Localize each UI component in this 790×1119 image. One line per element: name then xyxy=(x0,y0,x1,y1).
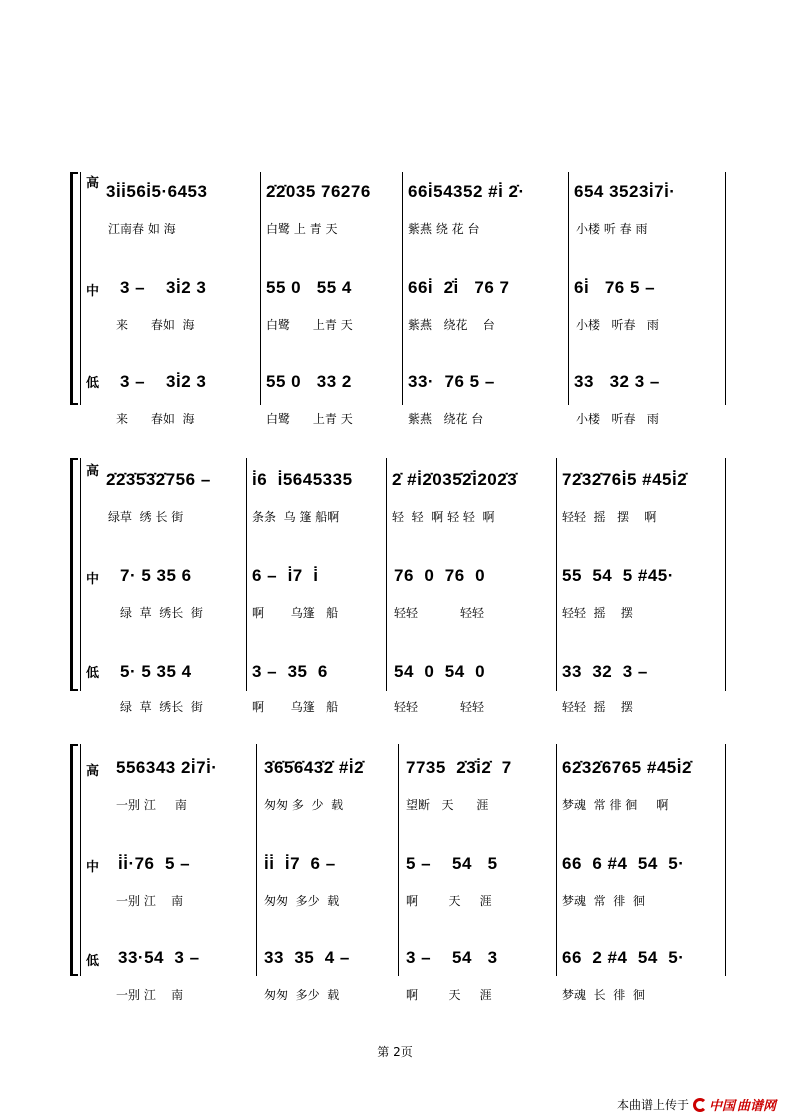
barline-end xyxy=(725,458,726,691)
barline xyxy=(402,172,403,405)
lyrics: 啊 乌篷 船 xyxy=(252,700,339,714)
notes: 6 – i̇7 i̇ xyxy=(252,566,319,585)
notes: 33· 76 5 – xyxy=(408,372,495,391)
lyrics: 梦魂 常 徘 徊 xyxy=(562,894,645,908)
lyrics: 一别 江 南 xyxy=(116,988,184,1002)
notes: i̇6 i̇5645335 xyxy=(252,470,353,489)
system-barline-start xyxy=(80,458,81,691)
notes: 3 – 3i̇2 3 xyxy=(120,372,207,391)
footer xyxy=(617,1095,776,1114)
notes: 2̇ #i̇2̇035̇2̇i̇202̇3̇ xyxy=(392,470,518,489)
part-label-soprano: 高 xyxy=(86,176,100,191)
notes: 556343 2i̇7i̇· xyxy=(116,758,218,777)
notes: 55 0 55 4 xyxy=(266,278,352,297)
notes: 33 32 3 – xyxy=(574,372,660,391)
lyrics: 啊 乌篷 船 xyxy=(252,606,339,620)
lyrics: 来 春如 海 xyxy=(116,412,195,426)
barline xyxy=(256,744,257,976)
part-label-bass: 低 xyxy=(86,666,100,681)
lyrics: 望断 天 涯 xyxy=(406,798,489,812)
barline xyxy=(556,458,557,691)
lyrics: 匆匆 多 少 载 xyxy=(264,798,344,812)
lyrics: 轻轻 摇 摆 xyxy=(562,606,633,620)
lyrics: 江南春 如 海 xyxy=(108,222,176,236)
notes: 3 – 54 3 xyxy=(406,948,498,967)
notes: 66 2 #4 54 5· xyxy=(562,948,685,967)
part-label-soprano: 高 xyxy=(86,464,100,479)
lyrics: 匆匆 多少 载 xyxy=(264,988,340,1002)
lyrics: 匆匆 多少 载 xyxy=(264,894,340,908)
barline-end xyxy=(725,744,726,976)
lyrics: 紫燕 绕 花 台 xyxy=(408,222,480,236)
lyrics: 梦魂 长 徘 徊 xyxy=(562,988,645,1002)
lyrics: 白鹭 上青 天 xyxy=(266,412,353,426)
lyrics: 啊 天 涯 xyxy=(406,894,492,908)
barline xyxy=(246,458,247,691)
logo-site: 曲谱网 xyxy=(736,1099,776,1114)
score-system-3-lyrics xyxy=(70,984,726,1004)
barline xyxy=(556,744,557,976)
footer-text: 本曲谱上传于 xyxy=(616,1098,689,1112)
lyrics: 来 春如 海 xyxy=(116,318,195,332)
part-label-bass: 低 xyxy=(86,954,100,969)
notes: 5· 5 35 4 xyxy=(120,662,192,681)
notes: 33·54 3 – xyxy=(118,948,200,967)
lyrics: 轻 轻 啊 轻 轻 啊 xyxy=(392,510,495,524)
part-label-bass: 低 xyxy=(86,376,100,391)
notes: i̇i̇·76 5 – xyxy=(118,854,191,873)
lyrics: 白鹭 上青 天 xyxy=(266,318,353,332)
lyrics: 轻轻 摇 摆 xyxy=(562,700,633,714)
lyrics: 轻轻 轻轻 xyxy=(394,700,484,714)
score-system-1 xyxy=(70,172,726,405)
notes: 62̇32̇6765 #45i̇2̇ xyxy=(562,758,692,777)
lyrics: 小楼 听春 雨 xyxy=(576,412,659,426)
page-number: 第 2页 xyxy=(377,1045,413,1059)
notes: 5 – 54 5 xyxy=(406,854,498,873)
lyrics: 绿 草 绣长 街 xyxy=(120,700,203,714)
system-brace xyxy=(70,172,78,405)
notes: 55 54 5 #45· xyxy=(562,566,674,585)
barline-end xyxy=(725,172,726,405)
score-system-3 xyxy=(70,744,726,976)
system-brace xyxy=(70,744,78,976)
system-brace xyxy=(70,458,78,691)
notes: 33 35 4 – xyxy=(264,948,350,967)
notes: 54 0 54 0 xyxy=(394,662,486,681)
score-system-1-lyrics xyxy=(70,408,726,428)
lyrics: 小楼 听春 雨 xyxy=(576,318,659,332)
lyrics: 条条 乌 篷 船啊 xyxy=(252,510,340,524)
notes: 2̇2̇3̇5̇3̇2̇756 – xyxy=(106,470,211,489)
notes: 55 0 33 2 xyxy=(266,372,352,391)
notes: 33 32 3 – xyxy=(562,662,648,681)
notes: 654 3523i̇7i̇· xyxy=(574,182,676,201)
lyrics: 啊 天 涯 xyxy=(406,988,492,1002)
lyrics: 小楼 听 春 雨 xyxy=(576,222,648,236)
notes: 6i̇ 76 5 – xyxy=(574,278,656,297)
lyrics: 梦魂 常 徘 徊 啊 xyxy=(562,798,669,812)
lyrics: 轻轻 摇 摆 啊 xyxy=(562,510,657,524)
lyrics: 绿 草 绣长 街 xyxy=(120,606,203,620)
system-barline-start xyxy=(80,172,81,405)
barline xyxy=(260,172,261,405)
logo-text: 中国 xyxy=(708,1099,735,1114)
notes: 2̇2̇035 76276 xyxy=(266,182,371,201)
part-label-alto: 中 xyxy=(86,572,100,587)
part-label-soprano: 高 xyxy=(86,764,100,779)
notes: 3i̇i̇56i̇5·6453 xyxy=(106,182,208,201)
part-label-alto: 中 xyxy=(86,284,100,299)
notes: 66 6 #4 54 5· xyxy=(562,854,685,873)
barline xyxy=(568,172,569,405)
lyrics: 轻轻 轻轻 xyxy=(394,606,484,620)
lyrics: 一别 江 南 xyxy=(116,798,187,812)
lyrics: 紫燕 绕花 台 xyxy=(408,412,484,426)
lyrics: 紫燕 绕花 台 xyxy=(408,318,495,332)
notes: 7735 2̇3̇i̇2̇ 7 xyxy=(406,758,512,777)
notes: 66i̇54352 #i̇ 2̇· xyxy=(408,182,525,201)
notes: 76 0 76 0 xyxy=(394,566,486,585)
site-logo[interactable] xyxy=(693,1095,776,1114)
lyrics: 一别 江 南 xyxy=(116,894,184,908)
barline xyxy=(386,458,387,691)
notes: 3 – 35 6 xyxy=(252,662,328,681)
notes: i̇i̇ i̇7 6 – xyxy=(264,854,336,873)
notes: 66i̇ 2̇i̇ 76 7 xyxy=(408,278,510,297)
part-label-alto: 中 xyxy=(86,860,100,875)
system-barline-start xyxy=(80,744,81,976)
score-system-2-lyrics xyxy=(70,696,726,716)
lyrics: 白鹭 上 青 天 xyxy=(266,222,338,236)
logo-icon xyxy=(693,1098,707,1112)
lyrics: 绿草 绣 长 街 xyxy=(108,510,184,524)
notes: 7· 5 35 6 xyxy=(120,566,192,585)
notes: 72̇32̇76i̇5 #45i̇2̇ xyxy=(562,470,688,489)
barline xyxy=(398,744,399,976)
notes: 3̇6̇5̇6̇43̇2̇ #i̇2̇ xyxy=(264,758,365,777)
score-system-2 xyxy=(70,458,726,691)
notes: 3 – 3i̇2 3 xyxy=(120,278,207,297)
